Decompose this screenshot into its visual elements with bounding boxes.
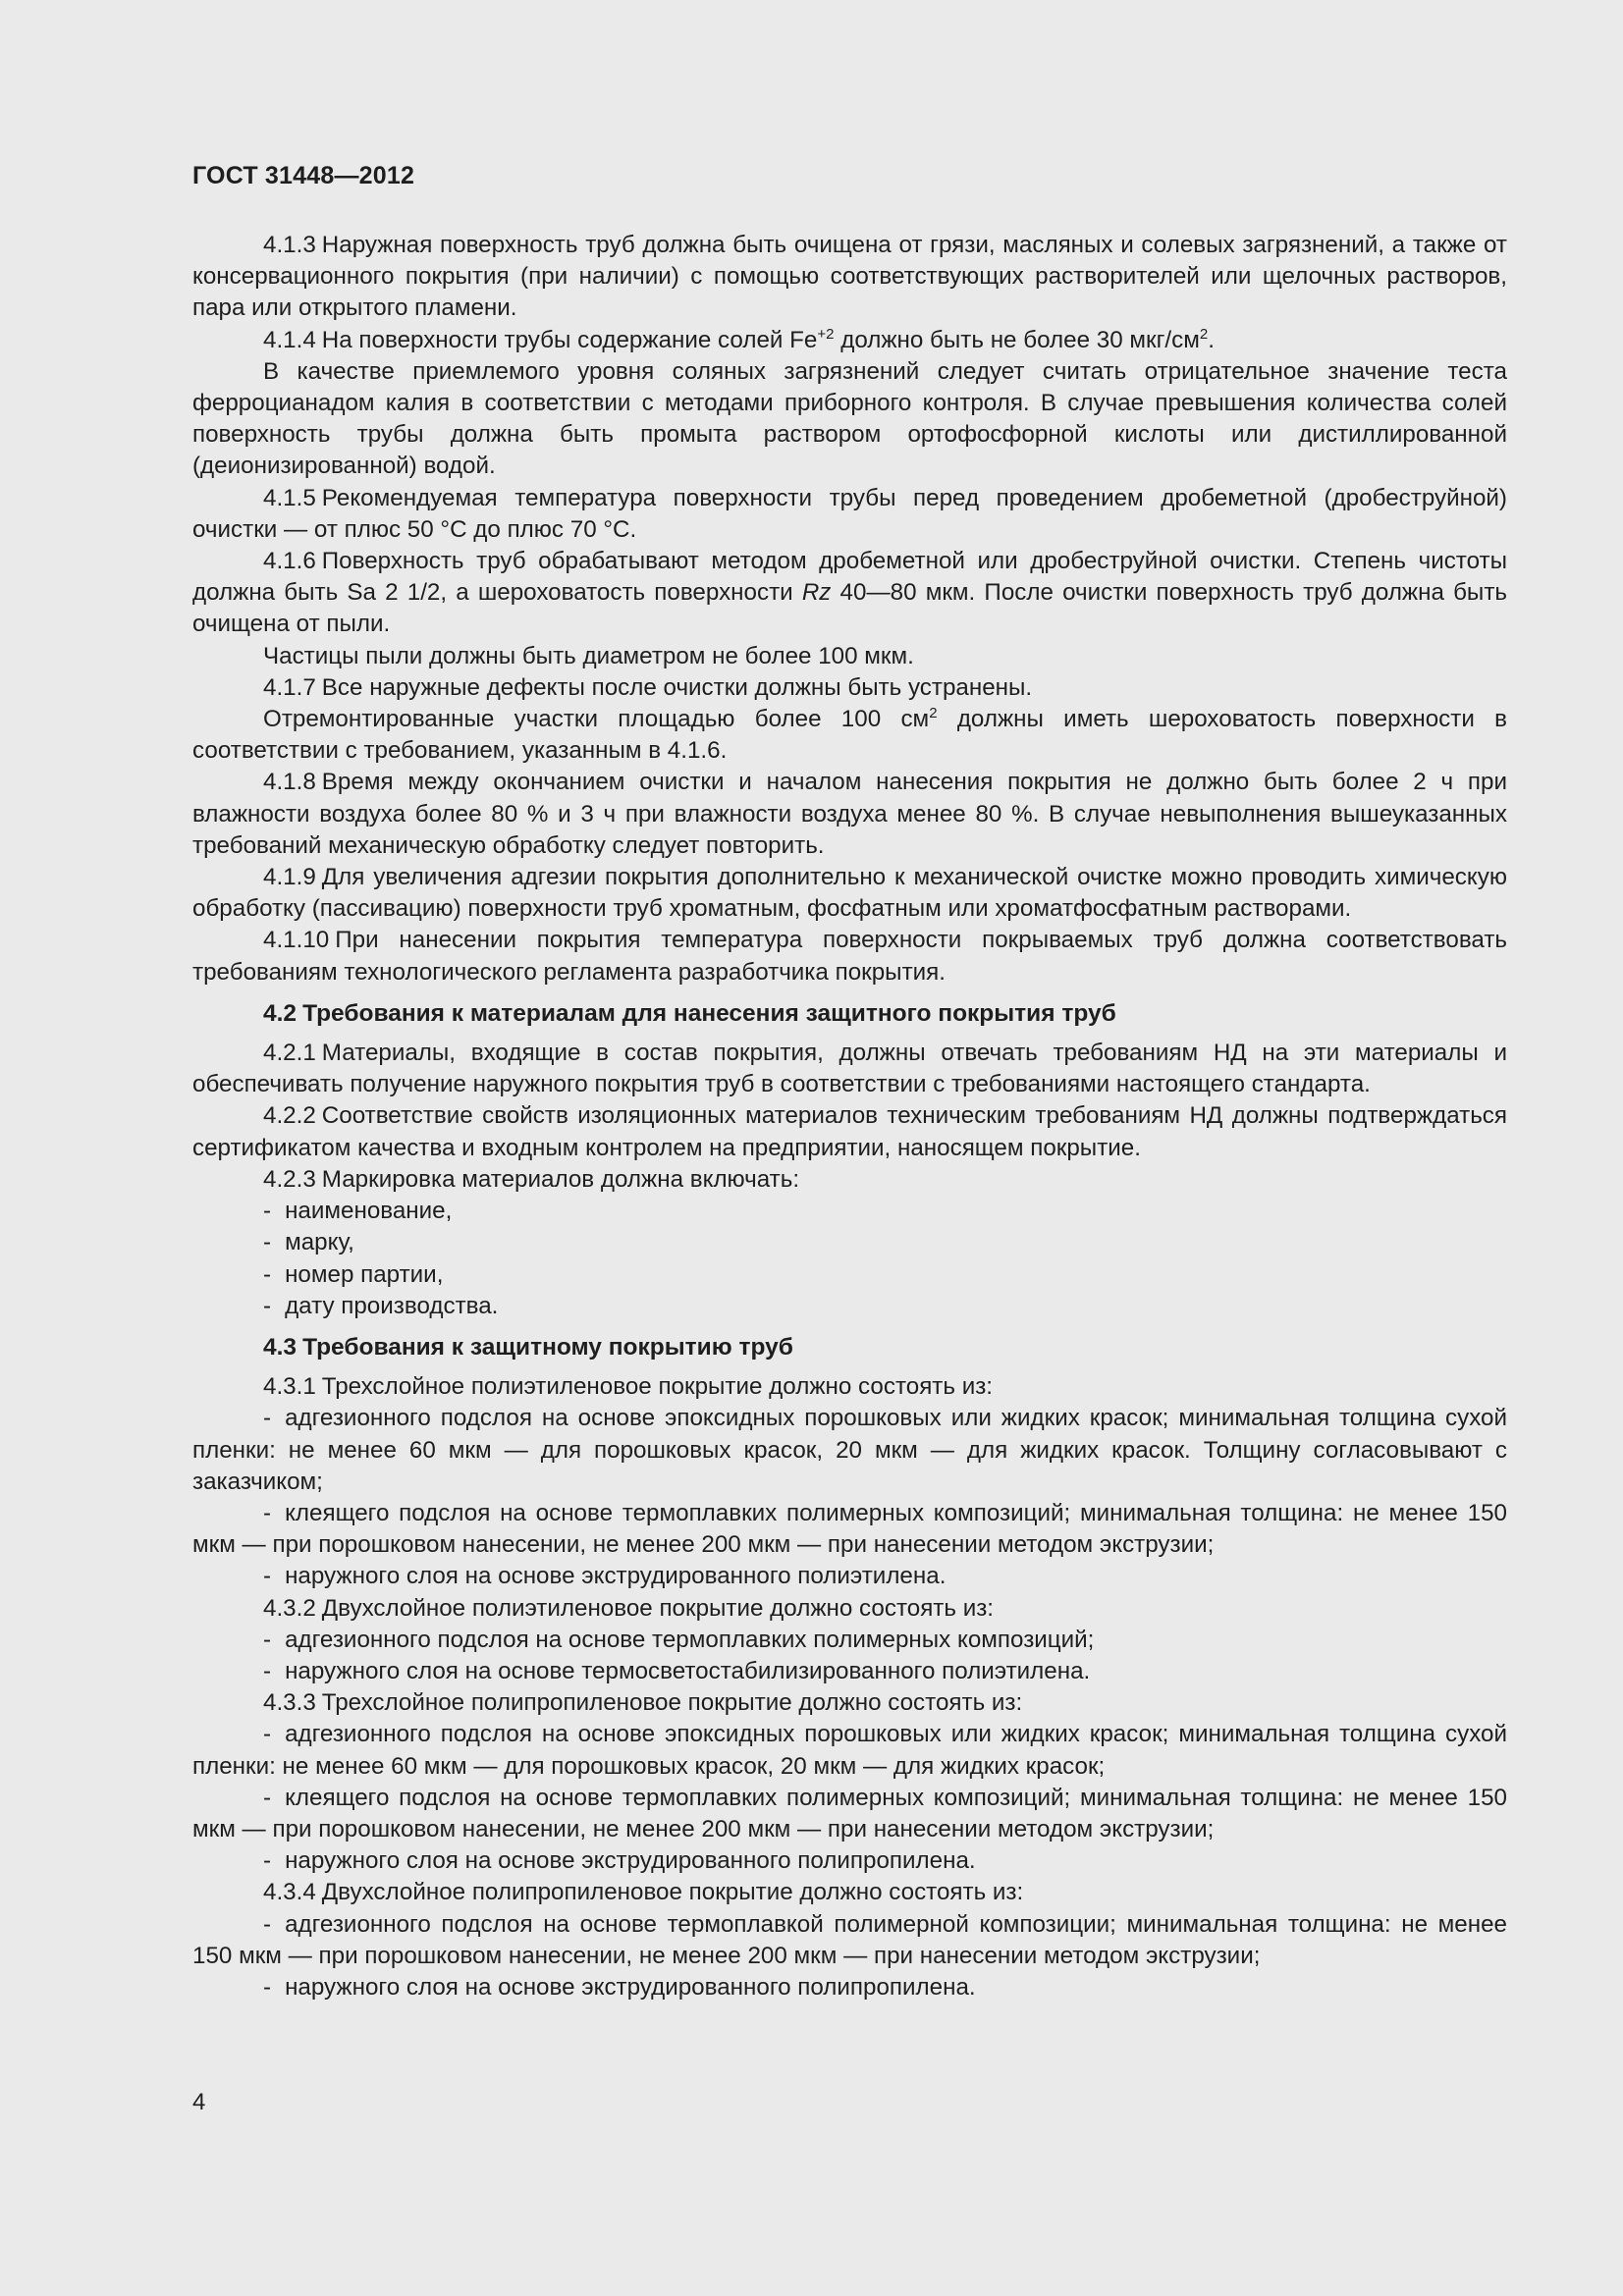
italic-symbol: Rz	[801, 579, 832, 607]
clause-number: 4.1.7	[263, 673, 316, 701]
list-dash: -	[263, 1910, 272, 1938]
paragraph-text: Соответствие свойств изоляционных материалов техническим требованиям НД должны подтверждаться сертификатом качества и входным контролем на предприятии, наносящем покрытие.	[192, 1102, 1507, 1161]
list-item	[192, 1291, 1507, 1322]
list-item-text: клеящего подслоя на основе термоплавких полимерных композиций; минимальная толщина: не менее 150 мкм — при порошковом нанесении, не менее 200 мкм — при нанесении методом экструзии;	[192, 1784, 1507, 1842]
paragraph-4-2-2	[192, 1100, 1507, 1163]
list-item	[192, 1403, 1507, 1498]
paragraph-4-1-9	[192, 862, 1507, 925]
list-item-text: адгезионного подслоя на основе термоплавкой полимерной композиции; минимальная толщина: не менее 150 мкм — при порошковом нанесении, не менее 200 мкм — при нанесении методом экструзии;	[192, 1910, 1507, 1969]
paragraph-4-1-10	[192, 925, 1507, 988]
paragraph-4-1-4	[192, 325, 1507, 356]
paragraph-4-2-3	[192, 1164, 1507, 1196]
list-item	[192, 1561, 1507, 1592]
list-dash: -	[263, 1973, 272, 2001]
list-item	[192, 1845, 1507, 1877]
list-item-text: адгезионного подслоя на основе термоплавких полимерных композиций;	[285, 1626, 1095, 1653]
list-item-text: адгезионного подслоя на основе эпоксидных порошковых или жидких красок; минимальная толщина сухой пленки: не менее 60 мкм — для порошковых красок, 20 мкм — для жидких красок. Толщину согласовывают с заказчиком;	[192, 1405, 1507, 1495]
list-dash: -	[263, 1721, 272, 1748]
paragraph-4-1-7	[192, 672, 1507, 704]
list-item	[192, 1783, 1507, 1845]
list-item-text: наружного слоя на основе экструдированного полиэтилена.	[285, 1563, 947, 1590]
paragraph-text: Все наружные дефекты после очистки должны быть устранены.	[321, 673, 1033, 701]
list-item	[192, 1972, 1507, 2003]
list-item	[192, 1625, 1507, 1656]
list-dash: -	[263, 1292, 272, 1319]
paragraph-text: .	[1208, 326, 1215, 353]
clause-number: 4.3.1	[263, 1373, 316, 1401]
list-item-text: дату производства.	[285, 1292, 499, 1319]
clause-number: 4.1.9	[263, 864, 316, 891]
paragraph-text: Трехслойное полиэтиленовое покрытие должно состоять из:	[321, 1373, 994, 1401]
list-item	[192, 1227, 1507, 1258]
paragraph-4-3-2	[192, 1593, 1507, 1625]
section-number: 4.2	[263, 999, 298, 1027]
clause-number: 4.1.3	[263, 232, 316, 258]
paragraph-4-3-4	[192, 1877, 1507, 1908]
paragraph-text: Для увеличения адгезии покрытия дополнительно к механической очистке можно проводить химическую обработку (пассивацию) поверхности труб хроматным, фосфатным или хроматфосфатным растворами.	[192, 864, 1507, 923]
list-dash: -	[263, 1626, 272, 1653]
paragraph-4-1-3	[192, 230, 1507, 325]
clause-number: 4.1.4	[263, 326, 316, 353]
section-title: Требования к защитному покрытию труб	[302, 1333, 793, 1361]
list-item-text: клеящего подслоя на основе термоплавких полимерных композиций; минимальная толщина: не менее 150 мкм — при порошковом нанесении, не менее 200 мкм — при нанесении методом экструзии;	[192, 1499, 1507, 1559]
list-dash: -	[263, 1784, 272, 1811]
list-dash: -	[263, 1499, 272, 1526]
list-item-text: наименование,	[285, 1198, 453, 1225]
list-dash: -	[263, 1847, 272, 1875]
section-number: 4.3	[263, 1333, 298, 1361]
paragraph-text: Маркировка материалов должна включать:	[321, 1165, 800, 1193]
paragraph-4-1-4-continued: В качестве приемлемого уровня соляных загрязнений следует считать отрицательное значение теста ферроцианадом калия в соответствии с методами приборного контроля. В случае превышения количества солей поверхность трубы должна быть промыта раствором ортофосфорной кислоты или дистиллированной (деионизированной) водой.	[192, 357, 1507, 480]
list-dash: -	[263, 1405, 272, 1432]
paragraph-text: Двухслойное полипропиленовое покрытие должно состоять из:	[321, 1879, 1024, 1906]
list-item	[192, 1719, 1507, 1782]
clause-number: 4.3.3	[263, 1689, 316, 1717]
list-dash: -	[263, 1229, 272, 1256]
clause-number: 4.2.2	[263, 1102, 316, 1130]
list-dash: -	[263, 1657, 272, 1684]
page-number: 4	[192, 2089, 206, 2115]
paragraph-text: Двухслойное полиэтиленовое покрытие должно состоять из:	[321, 1594, 995, 1622]
paragraph-text: Время между окончанием очистки и началом нанесения покрытия не должно быть более 2 ч при влажности воздуха более 80 % и 3 ч при влажности воздуха менее 80 %. В случае невыполнения вышеуказанных требований механическую обработку следует повторить.	[192, 769, 1507, 859]
superscript: +2	[817, 325, 835, 343]
paragraph-text: При нанесении покрытия температура поверхности покрываемых труб должна соответствовать требованиям технологического регламента разработчика покрытия.	[192, 927, 1507, 986]
paragraph-text: должны иметь шероховатость поверхности в соответствии с требованием, указанным в 4.1.6.	[192, 706, 1507, 765]
paragraph-4-3-1	[192, 1371, 1507, 1403]
superscript: 2	[929, 705, 938, 722]
paragraph-4-3-3	[192, 1687, 1507, 1719]
document-header: ГОСТ 31448—2012	[192, 162, 415, 189]
list-item-text: наружного слоя на основе экструдированного полипропилена.	[285, 1973, 976, 2001]
list-item-text: марку,	[285, 1229, 354, 1256]
list-dash: -	[263, 1260, 272, 1288]
clause-number: 4.1.5	[263, 484, 316, 511]
paragraph-4-1-6	[192, 546, 1507, 641]
paragraph-text: Материалы, входящие в состав покрытия, должны отвечать требованиям НД на эти материалы и обеспечивать получение наружного покрытия труб в соответствии с требованиями настоящего стандарта.	[192, 1040, 1507, 1098]
list-item	[192, 1656, 1507, 1687]
clause-number: 4.3.4	[263, 1879, 316, 1906]
document-body	[192, 230, 1507, 2003]
paragraph-4-1-7-continued	[192, 704, 1507, 767]
list-dash: -	[263, 1563, 272, 1590]
clause-number: 4.2.1	[263, 1040, 316, 1067]
section-heading-4-2	[192, 998, 1507, 1030]
list-item-text: наружного слоя на основе экструдированного полипропилена.	[285, 1847, 976, 1875]
paragraph-text: Рекомендуемая температура поверхности трубы перед проведением дробеметной (дробеструйной) очистки — от плюс 50 °С до плюс 70 °С.	[192, 484, 1507, 543]
clause-number: 4.1.10	[263, 927, 330, 954]
list-item	[192, 1259, 1507, 1291]
clause-number: 4.2.3	[263, 1165, 316, 1193]
list-item	[192, 1909, 1507, 1972]
paragraph-text: На поверхности трубы содержание солей Fe	[321, 326, 818, 353]
list-item-text: наружного слоя на основе термосветостабилизированного полиэтилена.	[285, 1657, 1091, 1684]
paragraph-text: Трехслойное полипропиленовое покрытие должно состоять из:	[321, 1689, 1023, 1717]
paragraph-text: Отремонтированные участки площадью более 100 см	[263, 706, 930, 733]
paragraph-text: Наружная поверхность труб должна быть очищена от грязи, масляных и солевых загрязнений, а также от консервационного покрытия (при наличии) с помощью соответствующих растворителей или щелочных растворов, пара или открытого пламени.	[192, 232, 1507, 322]
paragraph-4-1-6-continued: Частицы пыли должны быть диаметром не более 100 мкм.	[263, 642, 914, 669]
list-item	[192, 1498, 1507, 1561]
paragraph-4-1-8	[192, 767, 1507, 862]
clause-number: 4.1.8	[263, 769, 316, 796]
list-item-text: номер партии,	[285, 1260, 444, 1288]
paragraph-4-1-5	[192, 483, 1507, 546]
paragraph-text: 40—80 мкм. После очистки поверхность труб должна быть очищена от пыли.	[192, 579, 1507, 638]
paragraph-text: должно быть не более 30 мкг/см	[834, 326, 1200, 353]
superscript: 2	[1199, 325, 1209, 343]
list-item-text: адгезионного подслоя на основе эпоксидных порошковых или жидких красок; минимальная толщина сухой пленки: не менее 60 мкм — для порошковых красок, 20 мкм — для жидких красок;	[192, 1721, 1507, 1780]
list-item	[192, 1196, 1507, 1227]
paragraph-4-2-1	[192, 1038, 1507, 1100]
section-title: Требования к материалам для нанесения защитного покрытия труб	[302, 999, 1116, 1027]
paragraph-text: Поверхность труб обрабатывают методом дробеметной или дробеструйной очистки. Степень чистоты должна быть Sa 2 1/2, а шероховатость поверхности	[192, 548, 1507, 607]
clause-number: 4.1.6	[263, 548, 316, 575]
list-dash: -	[263, 1198, 272, 1225]
clause-number: 4.3.2	[263, 1594, 316, 1622]
section-heading-4-3	[192, 1332, 1507, 1363]
